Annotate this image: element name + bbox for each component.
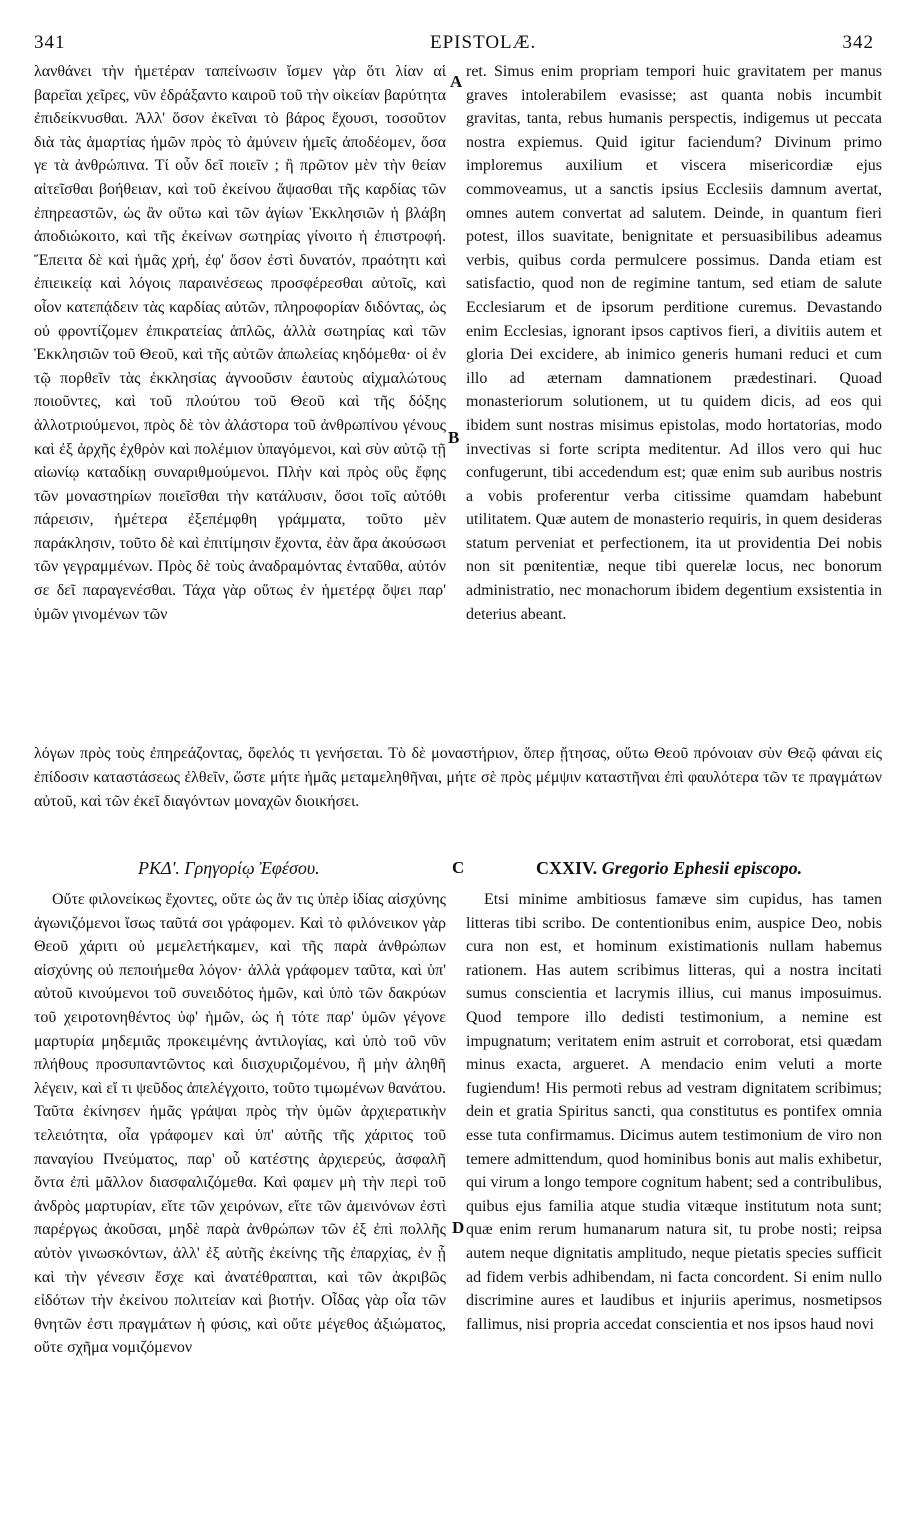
page-header	[30, 26, 880, 54]
greek-continuation-text: λόγων πρὸς τοὺς ἐπηρεάζοντας, ὄφελός τι γενήσεται. Τὸ δὲ μοναστήριον, ὅπερ ᾔτησας, οὕτω Θεοῦ πρόνοιαν σὺν Θεῷ φάναι εἰς ἐπίδοσιν καταστάσεως ἐλθεῖν, ὥστε μήτε ἡμᾶς μεταμεληθῆναι, μήτε σὲ πρὸς μέμψιν καταστῆναι ἐπὶ φαυλότερα τῶν τε πραγμάτων αὐτοῦ, καὶ τῶν ἐκεῖ διαγόντων μοναχῶν διοικήσει.	[34, 745, 882, 810]
letter-title-greek: Γρηγορίῳ Ἐφέσου.	[184, 858, 320, 878]
margin-marker-d: D	[452, 1218, 465, 1237]
greek-column-top	[34, 60, 446, 738]
letter-heading-greek	[138, 858, 320, 879]
margin-marker-b: B	[448, 428, 460, 447]
greek-continuation	[34, 742, 882, 842]
greek-letter-text: Οὔτε φιλονείκως ἔχοντες, οὔτε ὡς ἄν τις ὑπὲρ ἰδίας αἰσχύνης ἀγωνιζόμενοι ἴσως ταῦτά σοι γράφομεν. Καὶ τὸ φιλόνεικον γὰρ Θεοῦ χάριτι οὐ μεμελετήκαμεν, καὶ τῆς παρὰ ἀνθρώπων αἰσχύνης οὐ πεποιήμεθα λόγον· ἀλλὰ γράφομεν ταῦτα, καὶ ὑπ' αὐτοῦ κινούμενοι τοῦ συνειδότος ἡμῶν, καὶ ὑπὸ τῶν δακρύων τοῦ χειροτονηθέντος ὑφ' ἡμῶν, ὡς ἡ τότε παρ' ὑμῶν γέγονε μαρτυρία μηδεμιᾶς προκειμένης ἀντιλογίας, καὶ ὑπὸ τοῦ νῦν πλήθους προσυπαντῶντος καὶ διισχυριζομένου, ἢ μὴν ἀληθῆ λέγειν, καὶ εἴ τι ψεῦδος ἀπελέγχοιτο, τοῦτο τιμωμένων θανάτου. Ταῦτα ἐκίνησεν ἡμᾶς γράψαι πρὸς τὴν ὑμῶν ἀρχιερατικὴν τελειότητα, οἷα γράφομεν καὶ ὑπ' αὐτῆς τῆς χάριτος τοῦ παναγίου Πνεύματος, παρ' οὗ κατέστης ἀρχιερεύς, ἀσφαλῆ ὄντα ἐπὶ μᾶλλον διασφαλιζόμεθα. Καὶ φαμεν μὴ τὴν περὶ τοῦ ἀνδρὸς μαρτυρίαν, εἴτε τῶν χειρόνων, εἴτε τῶν ἀμεινόνων ἐστὶ παρέργως ἀκοῦσαι, μηδὲ παρὰ ἀνθρώπων τῶν ἐξ ἐπὶ πολλῆς αὐτὸν γινωσκόντων, ἀλλ' ἐξ αὐτῆς ἐκείνης τῆς ἐπαρχίας, ἐν ᾗ καὶ τὴν γένεσιν ἔσχε καὶ ἀνατέθραπται, καὶ τῶν ἀκριβῶς εἰδότων τὴν ἐκείνου πολιτείαν καὶ βιοτήν. Οἶδας γὰρ οἷα τῶν θνητῶν ἐστι πραγμάτων ἡ φύσις, καὶ οὔτε μέγεθος ἀξιώματος, οὔτε σχῆμα νομιζόμενον	[34, 891, 446, 1357]
page-number-left: 341	[34, 32, 66, 53]
letter-number-latin: CXXIV.	[536, 858, 598, 878]
page-number-right: 342	[842, 32, 874, 53]
margin-marker-c: C	[452, 858, 465, 877]
latin-column-top	[466, 60, 882, 738]
running-title: EPISTOLÆ.	[430, 32, 537, 53]
latin-letter-text: Etsi minime ambitiosus famæve sim cupidus, has tamen litteras tibi scribo. De contentionibus enim, auspice Deo, nobis cura non est, et hominum existimationis nullam habemus rationem. Has autem scribimus litteras, qui a nostra incitati sumus conscientia et lacrymis illius, cui manus imposuimus. Quod tempore illo dedisti testimonium, a nemine est impugnatum; veritatem enim astruit et corroborat, etsi quædam minus exacta, argueret. A mendacio enim veluti a morte fugiendum! His permoti rebus ad vestram dignitatem scribimus; dein et gratia Spiritus sancti, qua constitutus es pontifex omnia esse tuta confirmamus. Dicimus autem testimonium de viro non temere admittendum, quod hominibus bonis aut malis exhibetur, qui virum a longo tempore cognitum habent; sed a contribulibus, quibus ejus familia atque studia vitæque institutum nota sunt; quæ enim rerum humanarum natura sit, tu probe nosti; reipsa autem neque dignitatis amplitudo, neque pietatis species sufficit ad fidem verbis adhibendam, ni facta concordent. Si enim nullo discrimine aures et laudibus et injuriis aperimus, nosmetipsos fallimus, nisi propria accedat conscientia et nos ipsos haud novi	[466, 891, 882, 1333]
greek-column-bottom	[34, 888, 446, 1508]
margin-marker-a: A	[450, 72, 463, 91]
letter-title-latin: Gregorio Ephesii episcopo.	[601, 858, 803, 878]
letter-number-greek: ΡΚΔ'.	[138, 858, 180, 878]
letter-heading-latin	[536, 858, 802, 879]
latin-column-bottom	[466, 888, 882, 1508]
greek-paragraph: λανθάνει τὴν ἡμετέραν ταπείνωσιν ἴσμεν γὰρ ὅτι λίαν αἱ βαρεῖαι χεῖρες, νῦν ἐδράξαντο καιροῦ τοῦ τὴν οἰκείαν βαρύτητα ἐπιδείκνυσθαι. Ἀλλ' ὅσον ἐκεῖναι τὸ βάρος ἔχουσι, τοσοῦτον διὰ τὰς ἁμαρτίας ἡμῶν πρὸς τὸ ἀμύνειν ἡμεῖς ἀποδέομεν, ὅσα γε τὰ ἀνθρώπινα. Τί οὖν δεῖ ποιεῖν ; ἢ πρῶτον μὲν τὴν θείαν αἰτεῖσθαι βοήθειαν, καὶ τοῦ ἐκείνου ἅψασθαι τῆς καρδίας τῶν ἐπηρεαστῶν, ὡς ἂν οὕτω καὶ τῶν ἁγίων Ἐκκλησιῶν ἡ βλάβη ἀποδιώκοιτο, καὶ τῆς ἐκείνων σωτηρίας γίνοιτο ἡ ἐπιστροφή. Ἔπειτα δὲ καὶ ἡμᾶς χρή, ἐφ' ὅσον ἐστὶ δυνατόν, πραότητι καὶ ἐπιεικείᾳ καὶ λόγοις παραινέσεως προσφέρεσθαι αὐτοῖς, καὶ οἷον κατεπᾴδειν τὰς καρδίας αὐτῶν, πληροφορίαν διδόντας, ὡς οὐ φροντίζομεν ἐπικρατείας ἁπλῶς, ἀλλὰ σωτηρίας καὶ τῶν Ἐκκλησιῶν τοῦ Θεοῦ, καὶ τῆς αὐτῶν ἀπωλείας κηδόμεθα· οἱ ἐν τῷ πορθεῖν τὰς ἐκκλησίας ἀγνοοῦσιν ἑαυτοὺς αἰχμαλώτους ποιοῦντες, καὶ τοῦ πλούτου τοῦ Θεοῦ καὶ τῆς δόξης ἀλλοτριούμενοι, πρὸς δὲ τὸν ἀλάστορα τοῦ ἀνθρωπίνου γένους καὶ ἐξ ἀρχῆς ἐχθρὸν καὶ πολέμιον ὑπαγόμενοι, καὶ σὺν αὐτῷ τῇ αἰωνίῳ καταδίκῃ συναριθμούμενοι. Πλὴν καὶ πρὸς οὓς ἔφης τῶν μοναστηρίων ποιεῖσθαι τὴν κατάλυσιν, ὅσοι τοῖς αὐτόθι πάρεισιν, ἡμέτερα ἐξεπέμφθη γράμματα, τοῦτο μὲν παράκλησιν, τοῦτο δὲ καὶ ἐπιτίμησιν ἔχοντα, ἐὰν ἄρα ἀκούσωσι τῶν γεγραμμένων. Πρὸς δὲ τοὺς ἀναδραμόντας ἐνταῦθα, αὐτόν σε δεῖ παραγενέσθαι. Τάχα γὰρ οὕτως ἐν ἡμετέρᾳ ὄψει παρ' ὑμῶν γινομένων τῶν	[34, 63, 446, 623]
latin-paragraph: ret. Simus enim propriam tempori huic gravitatem per manus graves intolerabilem evasisse; ast quanta nobis incumbit gravitas, tanta, rebus humanis perspectis, indigemus ut peccata nostra expiemus. Quid igitur faciendum? Divinum primo imploremus auxilium et viscera misericordiæ ejus commoveamus, ut a sanctis ipsius Ecclesiis damnum avertat, omnes autem convertat ad salutem. Deinde, in quantum fieri potest, illos suavitate, benignitate et persuasibilibus adeamus verbis, quibus corda permulcere possimus. Danda etiam est satisfactio, quod non de regimine tantum, sed etiam de salute Ecclesiarum et de ipsorum perditione curemus. Devastando enim Ecclesias, ignorant ipsos captivos fieri, a divitiis autem et gloria Dei excidere, ab inimico generis humani reduci et cum illo ad æternam damnationem prædestinari. Quoad monasteriorum solutionem, ut tu quidem dicis, ad eos qui ibidem sunt nostras misimus epistolas, modo hortatorias, modo invectivas si forte scripta meditentur. Ad illos vero qui huc confugerunt, tibi accedendum est; quæ enim sub auribus nostris a vobis proferentur verba citissime quamdam habebunt utilitatem. Quæ autem de monasterio requiris, in quem desideras statum perveniat et perfectionem, ita ut providentia Dei nobis non sit pœnitentiæ, neque tibi querelæ locus, nec bonorum administratio, nec monachorum ibidem degentium exsistentia in deterius abeant.	[466, 63, 882, 623]
